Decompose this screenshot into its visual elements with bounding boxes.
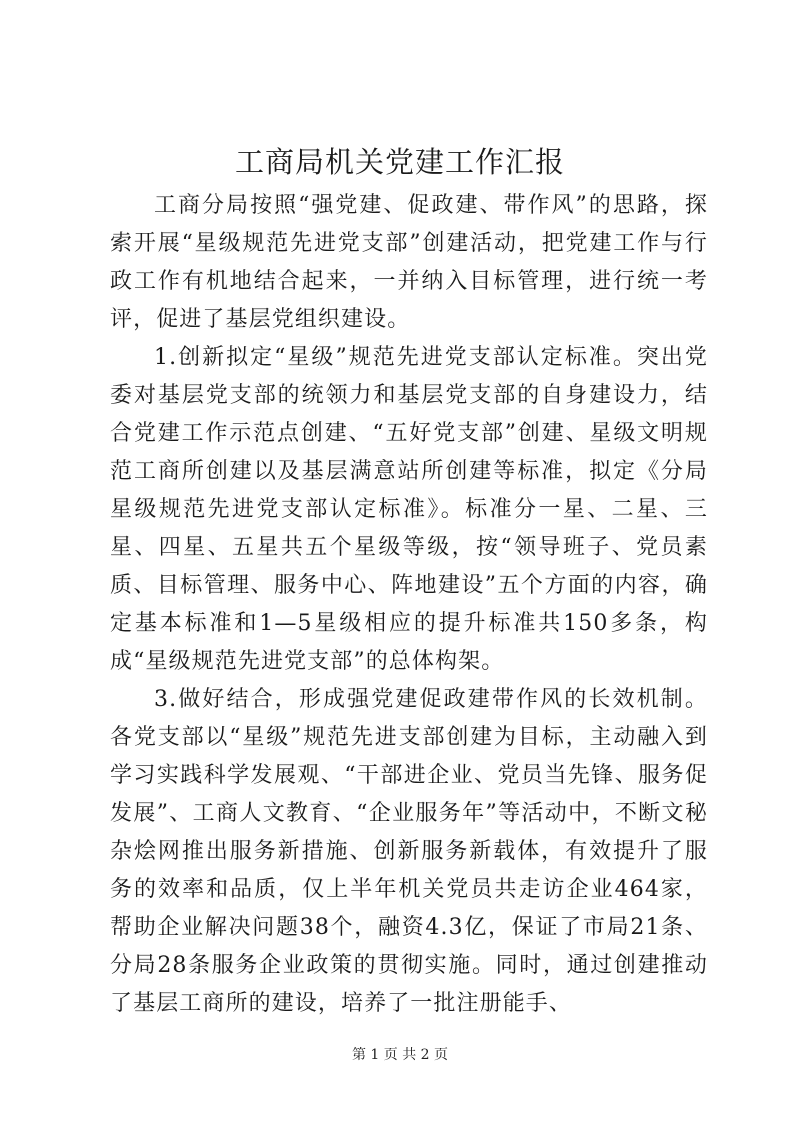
document-title: 工商局机关党建工作汇报 [234,145,565,179]
document-body [110,187,708,1023]
paragraph-intro: 工商分局按照“强党建、促政建、带作风”的思路，探索开展“星级规范先进党支部”创建活动，把党建工作与行政工作有机地结合起来，一并纳入目标管理，进行统一考评，促进了基层党组织建设。 [110,193,708,332]
paragraph-item-1: 1.创新拟定“星级”规范先进党支部认定标准。突出党委对基层党支部的统领力和基层党支部的自身建设力，结合党建工作示范点创建、“五好党支部”创建、星级文明规范工商所创建以及基层满意站所创建等标准，拟定《分局星级规范先进党支部认定标准》。标准分一星、二星、三星、四星、五星共五个星级等级，按“领导班子、党员素质、目标管理、服务中心、阵地建设”五个方面的内容，确定基本标准和1—5星级相应的提升标准共150多条，构成“星级规范先进党支部”的总体构架。 [110,345,708,674]
paragraph-item-3: 3.做好结合，形成强党建促政建带作风的长效机制。各党支部以“星级”规范先进支部创建为目标，主动融入到学习实践科学发展观、“干部进企业、党员当先锋、服务促发展”、工商人文教育、“企业服务年”等活动中，不断文秘杂烩网推出服务新措施、创新服务新载体，有效提升了服务的效率和品质，仅上半年机关党员共走访企业464家，帮助企业解决问题38个，融资4.3亿，保证了市局21条、分局28条服务企业政策的贯彻实施。同时，通过创建推动了基层工商所的建设，培养了一批注册能手、 [110,687,708,1016]
page-footer: 第 1 页 共 2 页 [351,1047,449,1063]
